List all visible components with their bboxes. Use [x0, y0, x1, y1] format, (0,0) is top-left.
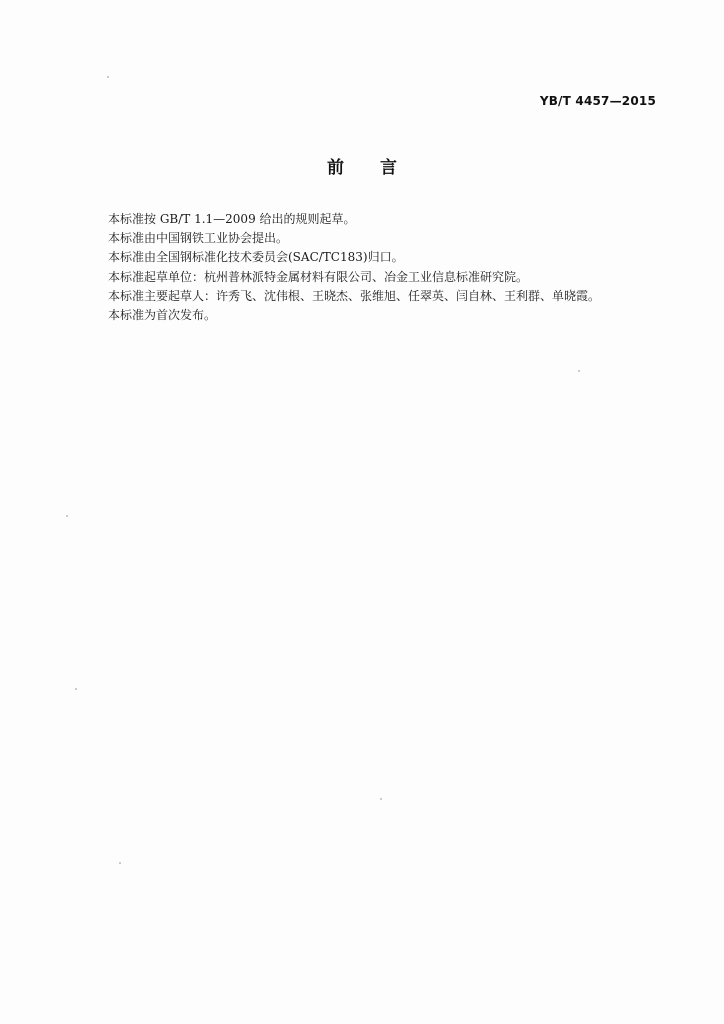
paragraph: 本标准主要起草人：许秀飞、沈伟根、王晓杰、张维旭、任翠英、闫自林、王利群、单晓霞。 [108, 288, 601, 303]
paragraph: 本标准为首次发布。 [108, 308, 217, 323]
scan-speck [578, 370, 580, 372]
title-char-1: 前 [327, 158, 344, 178]
standard-code: YB/T 4457—2015 [539, 94, 656, 108]
scan-speck [107, 76, 109, 78]
scan-speck [119, 862, 121, 864]
foreword-body [108, 210, 668, 325]
scan-speck [380, 798, 382, 800]
paragraph: 本标准由全国钢标准化技术委员会(SAC/TC183)归口。 [108, 250, 404, 265]
paragraph: 本标准由中国钢铁工业协会提出。 [108, 231, 289, 246]
paragraph: 本标准按 GB/T 1.1—2009 给出的规则起草。 [108, 212, 356, 226]
scan-speck [75, 688, 77, 690]
scan-speck [66, 515, 68, 517]
title-char-2: 言 [380, 158, 397, 178]
paragraph: 本标准起草单位：杭州普林派特金属材料有限公司、冶金工业信息标准研究院。 [108, 269, 529, 284]
page-title [0, 153, 724, 178]
